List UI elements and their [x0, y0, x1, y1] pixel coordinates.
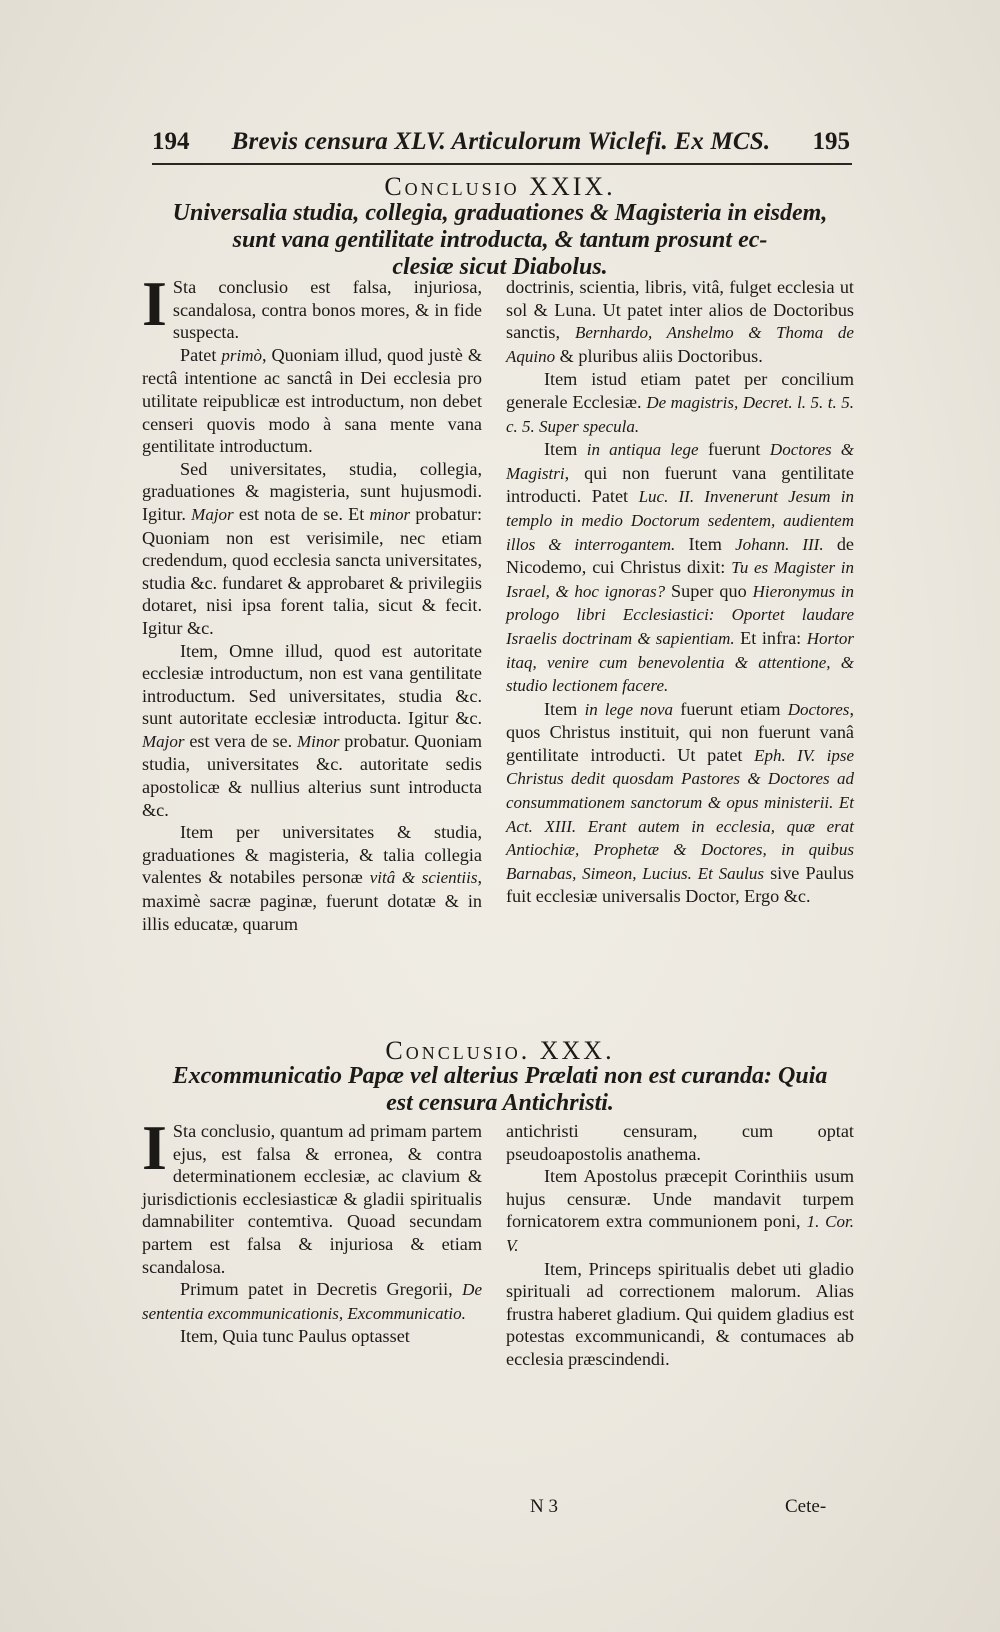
- paragraph: Item per universitates & studia, graduationes & magisteria, & talia collegia valentes & notabiles personæ vitâ & scientiis, maximè sacræ paginæ, fuerunt dotatæ & in illis educatæ, quarum: [142, 822, 482, 934]
- drop-cap: I: [142, 1112, 167, 1183]
- conclusio-29-left-column: [142, 268, 483, 935]
- lead-line: Excommunicatio Papæ vel alterius Prælati non est curanda: Quia: [172, 1063, 828, 1089]
- conclusio-30-title: Conclusio. XXX.: [385, 1036, 615, 1065]
- conclusio-30-lead: [150, 1063, 850, 1117]
- paragraph: Item in antiqua lege fuerunt Doctores & Magistri, qui non fuerunt vana gentilitate introducti. Patet Luc. II. Invenerunt Jesum in templo in medio Doctorum sedentem, audientem illos & interrogantem. Item Johann. III. de Nicodemo, cui Christus dixit: Tu es Magister in Israel, & hoc ignoras? Super quo Hieronymus in prologo libri Ecclesiastici: Oportet laudare Israelis doctrinam & sapientiam. Et infra: Hortor itaq, venire cum benevolentia & attentione, & studio lectionem facere.: [506, 439, 854, 696]
- paragraph: doctrinis, scientia, libris, vitâ, fulget ecclesia ut sol & Luna. Ut patet inter alios de Doctoribus sanctis, Bernhardo, Anshelmo & Thoma de Aquino & pluribus aliis Doctoribus.: [506, 277, 854, 366]
- paragraph: Item, Princeps spiritualis debet uti gladio spirituali ad correctionem malorum. Alias frustra haberet gladium. Qui quidem gladius est potestas excommunicandi, & contumaces ab ecclesia præscindendi.: [506, 1258, 854, 1369]
- paragraph: I Sta conclusio, quantum ad primam partem ejus, est falsa & erronea, & contra determinationem ecclesiæ, ac clavium & jurisdictionis ecclesiasticæ & gladii spiritualis damnabiliter contemtiva. Quoad secundam partem est falsa & injuriosa & etiam scandalosa.: [142, 1112, 482, 1277]
- paragraph: Item, Omne illud, quod est autoritate ecclesiæ introductum, non est vana gentilitate introductum. Sed universitates, studia &c. sunt autoritate ecclesiæ introducta. Igitur &c. Major est vera de se. Minor probatur. Quoniam studia, universitates &c. autoritate sedis apostolicæ & nullius alterius sunt introducta &c.: [142, 640, 482, 820]
- conclusio-30-right-column: [506, 1120, 854, 1371]
- lead-line: Universalia studia, collegia, graduationes & Magisteria in eisdem,: [172, 200, 828, 226]
- conclusio-29-title: Conclusio XXIX.: [384, 172, 616, 201]
- paragraph: Primum patet in Decretis Gregorii, De sententia excommunicationis, Excommunicatio.: [142, 1279, 482, 1323]
- paragraph: Item, Quia tunc Paulus optasset: [180, 1326, 410, 1347]
- signature-mark: N 3: [530, 1496, 558, 1517]
- running-title: Brevis censura XLV. Articulorum Wiclefi. Ex MCS.: [231, 128, 771, 155]
- page-number-left: 194: [152, 128, 190, 155]
- paragraph: I Sta conclusio est falsa, injuriosa, scandalosa, contra bonos mores, & in fide suspecta.: [142, 268, 482, 343]
- page-number-right: 195: [812, 128, 850, 155]
- header-rule: [152, 163, 852, 165]
- paragraph: Item istud etiam patet per concilium generale Ecclesiæ. De magistris, Decret. l. 5. t. 5. c. 5. Super specula.: [506, 369, 854, 436]
- lead-line: est censura Antichristi.: [386, 1090, 614, 1116]
- lead-line: sunt vana gentilitate introducta, & tantum prosunt ec-: [232, 227, 768, 253]
- conclusio-29-right-column: [506, 276, 854, 908]
- paragraph: Sed universitates, studia, collegia, graduationes & magisteria, sunt hujusmodi. Igitur. Major est nota de se. Et minor probatur: Quoniam non est verisimile, nec etiam credendum, quod ecclesia sancta universitates, studia &c. fundaret & approbaret & privilegiis dotaret, nisi ipsa forent talia, sicut & fecit. Igitur &c.: [142, 458, 483, 638]
- paragraph: Patet primò, Quoniam illud, quod justè & rectâ intentione ac sanctâ in Dei ecclesia pro utilitate reipublicæ est introductum, non debet censeri quovis modo à sana mente vana gentilitate introductum.: [142, 344, 482, 457]
- lead-line: clesiæ sicut Diabolus.: [392, 254, 608, 280]
- paragraph: antichristi censuram, cum optat pseudoapostolis anathema.: [506, 1121, 854, 1164]
- running-header: [152, 128, 850, 158]
- conclusio-30-left-column: [142, 1112, 482, 1348]
- paragraph: Item Apostolus præcepit Corinthiis usum hujus censuræ. Unde mandavit turpem fornicatorem extra communionem poni, 1. Cor. V.: [506, 1166, 854, 1255]
- catchword: Cete-: [785, 1496, 827, 1517]
- paragraph: Item in lege nova fuerunt etiam Doctores, quos Christus instituit, qui non fuerunt vanâ gentilitate introducti. Ut patet Eph. IV. ipse Christus dedit quosdam Pastores & Doctores ad consummationem sanctorum & opus ministerii. Et Act. XIII. Erant autem in ecclesia, quæ erat Antiochiæ, Prophetæ & Doctores, in quibus Barnabas, Simeon, Lucius. Et Saulus sive Paulus fuit ecclesiæ universalis Doctor, Ergo &c.: [506, 698, 854, 907]
- conclusio-29-lead: [150, 200, 850, 281]
- drop-cap: I: [142, 268, 167, 339]
